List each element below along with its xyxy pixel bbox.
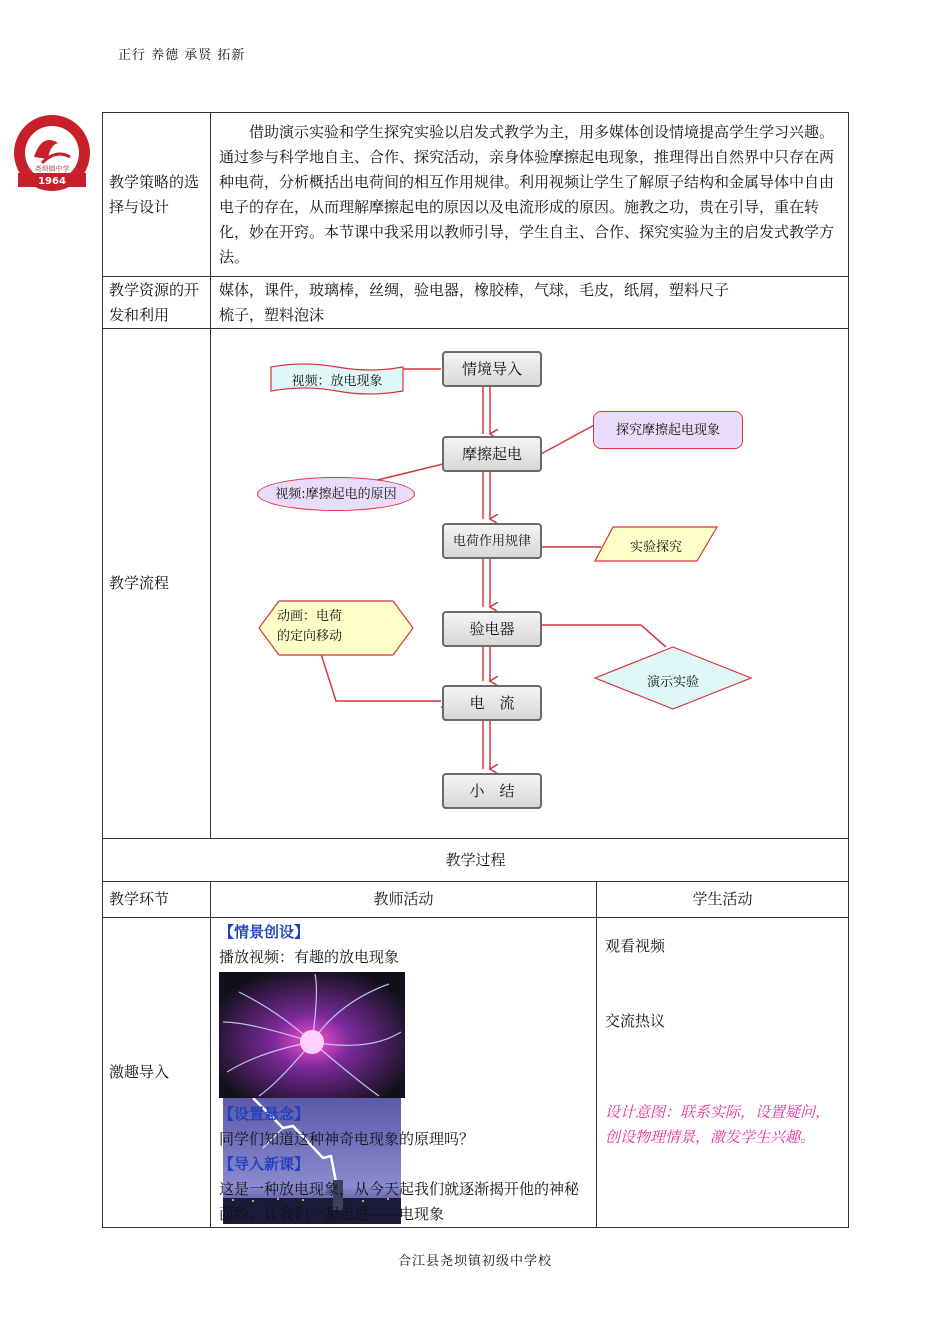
school-logo [12, 113, 92, 193]
flow-row [103, 329, 849, 839]
flow-cell [211, 329, 849, 839]
logo-year: 1964 [38, 176, 66, 187]
plasma-ball-photo [219, 972, 405, 1098]
teacher-line-video: 播放视频：有趣的放电现象 [219, 948, 400, 966]
resources-label: 教学资源的开发和利用 [103, 277, 211, 329]
flow-connectors [211, 329, 841, 834]
flow-step-summary: 小 结 [442, 773, 542, 809]
col-stage: 教学环节 [103, 882, 211, 918]
flow-side-video2: 视频:摩擦起电的原因 [257, 477, 415, 511]
flowchart [211, 329, 741, 834]
lesson-plan-table [102, 112, 849, 1228]
flow-side-animation-line1: 动画：电荷 [277, 609, 343, 624]
resources-cell [211, 277, 849, 329]
flow-side-animation-line2: 的定向移动 [277, 629, 343, 644]
process-header-row [103, 882, 849, 918]
strategy-text: 借助演示实验和学生探究实验以启发式教学为主，用多媒体创设情境提高学生学习兴趣。通过参与科学地自主、合作、探究活动，亲身体验摩擦起电现象，推理得出自然界中只存在两种电荷，分析概括出电荷间的相互作用规律。利用视频让学生了解原子结构和金属导体中自由电子的存在，从而理解摩擦起电的原因以及电流形成的原因。施教之功，贵在引导，重在转化，妙在开窍。本节课中我采用以教师引导，学生自主、合作、探究实验为主的启发式教学方法。 [211, 113, 849, 277]
flow-side-experiment: 实验探究 [629, 540, 682, 555]
design-intent: 设计意图：联系实际，设置疑问，创设物理情景，激发学生兴趣。 [605, 1103, 831, 1146]
flow-step-intro: 情境导入 [442, 351, 542, 387]
footer-school: 合江县尧坝镇初级中学校 [397, 1254, 552, 1269]
flow-side-explore: 探究摩擦起电现象 [593, 411, 743, 449]
student-activity [597, 918, 849, 1228]
flow-side-video1: 视频：放电现象 [291, 374, 383, 389]
resources-row [103, 277, 849, 329]
student-watch: 观看视频 [605, 937, 666, 955]
teacher-line-question: 同学们知道这种神奇电现象的原理吗？ [219, 1130, 475, 1148]
flow-side-animation [277, 607, 395, 647]
teacher-tag-newlesson: 【导入新课】 [219, 1155, 310, 1173]
flow-step-charge-law: 电荷作用规律 [442, 523, 542, 559]
strategy-label: 教学策略的选择与设计 [103, 113, 211, 277]
student-discuss: 交流热议 [605, 1012, 666, 1030]
discharge-photos [219, 972, 588, 1098]
flow-side-demo: 演示实验 [646, 675, 699, 690]
stage-name: 激趣导入 [103, 918, 211, 1228]
process-title: 教学过程 [103, 839, 849, 882]
flow-step-electroscope: 验电器 [442, 611, 542, 647]
flow-step-friction: 摩擦起电 [442, 436, 542, 472]
flow-step-current: 电 流 [442, 685, 542, 721]
logo-name: 尧坝镇中学 [34, 165, 70, 173]
resources-line2: 梳子，塑料泡沫 [219, 305, 325, 324]
teacher-line-intro: 这是一种放电现象，从今天起我们就逐渐揭开他的神秘面纱。让我们一起走进——电现象 [219, 1180, 580, 1223]
teacher-activity [211, 918, 597, 1228]
col-teacher: 教师活动 [211, 882, 597, 918]
resources-line1: 媒体，课件，玻璃棒，丝绸，验电器，橡胶棒，气球，毛皮，纸屑，塑料尺子 [219, 280, 730, 299]
process-row-intro [103, 918, 849, 1228]
teacher-tag-suspense: 【设置悬念】 [219, 1105, 310, 1123]
col-student: 学生活动 [597, 882, 849, 918]
header-motto: 正行 养德 承贤 拓新 [118, 48, 246, 63]
flow-label: 教学流程 [103, 329, 211, 839]
teacher-tag-scene: 【情景创设】 [219, 923, 310, 941]
strategy-row [103, 113, 849, 277]
process-title-row [103, 839, 849, 882]
